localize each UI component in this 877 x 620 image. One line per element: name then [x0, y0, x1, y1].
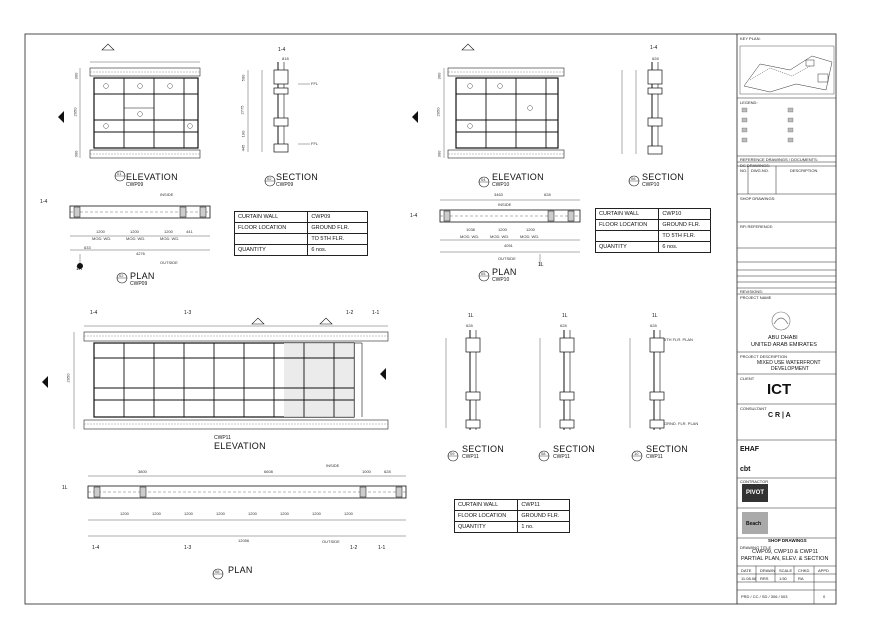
- cwp10-sec-width: 628: [652, 56, 659, 61]
- cwp09-mod-1: 1200: [96, 229, 105, 234]
- cwp11-section-c-title: SECTION: [646, 444, 689, 454]
- cwp10-schedule: [595, 208, 711, 253]
- top-ffl-label: 5TH FLR. PLAN: [664, 337, 693, 342]
- cwp10-plan-ref: CWP10: [492, 277, 510, 283]
- project-label: PROJECT NAME: [740, 295, 772, 300]
- cwp10-bot-dim: 300: [436, 150, 442, 158]
- sched-cell: CWP10: [659, 209, 711, 220]
- cwp09-elevation-title: ELEVATION: [126, 172, 178, 182]
- grid-tag-1l-b: 1L: [62, 485, 68, 491]
- cwp09-outside: OUTSIDE: [160, 260, 178, 265]
- meta-col-appd: APPD: [818, 568, 829, 573]
- cwp09-bot-dim: 300: [73, 150, 79, 158]
- contractor-label: CONTRACTOR: [740, 479, 769, 484]
- cwp09-height-dim: 2950: [72, 107, 78, 117]
- cwp10-height-dim: 2950: [435, 107, 441, 117]
- sched-cell: GROUND FLR.: [659, 220, 711, 231]
- cwp11-mod-7: 1200: [312, 511, 321, 516]
- mod-wd-d: MOD. WD.: [460, 234, 480, 239]
- mod-wd-c: MOD. WD.: [160, 236, 180, 241]
- cwp11-outside: OUTSIDE: [322, 539, 340, 544]
- legend-symbols: [742, 108, 793, 142]
- mod-wd-e: MOD. WD.: [490, 234, 510, 239]
- ffl-label-b: FFL: [311, 141, 319, 146]
- cwp10-top-dim: 300: [436, 72, 442, 80]
- sched-cell: CURTAIN WALL: [235, 212, 308, 223]
- shop-drawings-label: SHOP DRAWINGS:: [740, 196, 776, 201]
- sec-dim-4: 445: [240, 144, 246, 152]
- cwp11-plan-title: PLAN: [228, 565, 253, 575]
- cwp11-mod-5: 1200: [248, 511, 257, 516]
- cwp10-section: [622, 62, 662, 186]
- cwp11-sec-a-width: 628: [466, 323, 473, 328]
- sched-cell: QUANTITY: [455, 522, 518, 533]
- sched-cell: FLOOR LOCATION: [596, 220, 659, 231]
- cwp11-inside: INSIDE: [326, 463, 340, 468]
- revision-number: 0: [823, 594, 826, 599]
- cwp10-inside: INSIDE: [498, 202, 512, 207]
- cwp09-plan-title: PLAN: [130, 271, 155, 281]
- grid-tag-1l-a: 1L: [538, 262, 544, 268]
- cwp11-top-4: 628: [384, 469, 391, 474]
- consultant-logo: C R | A: [768, 412, 791, 419]
- cwp10-mod-1: 1038: [466, 227, 475, 232]
- cwp09-plan-left: 633: [84, 245, 91, 250]
- cwp09-top-dim: 300: [73, 72, 79, 80]
- cwp11-sec-b-num: 08: [541, 451, 546, 456]
- cwp11-elevation-title: ELEVATION: [214, 441, 266, 451]
- cwp11-section-a-title: SECTION: [462, 444, 505, 454]
- cwp10-plan-num: 05: [481, 271, 486, 276]
- cwp09-section-ref: CWP09: [276, 182, 294, 188]
- cwp10-section-title: SECTION: [642, 172, 685, 182]
- cwp11-section-a-ref: CWP11: [462, 454, 479, 460]
- grid-tag-1-4d: 1-4: [92, 545, 100, 551]
- cwp09-section-title: SECTION: [276, 172, 319, 182]
- cwp10-elevation-title: ELEVATION: [492, 172, 544, 182]
- cwp09-elevation-ref: CWP09: [126, 182, 144, 188]
- cwp11-top-1: 3800: [138, 469, 147, 474]
- sched-cell: 6 nos.: [308, 245, 368, 256]
- cwp11-top-2: 6608: [264, 469, 273, 474]
- grid-tag-1-2b: 1-2: [350, 545, 358, 551]
- legend-label: LEGEND:: [740, 100, 758, 105]
- cwp09-plan-ref: CWP09: [130, 281, 148, 287]
- cwp11-mod-1: 1200: [120, 511, 129, 516]
- cwp11-mod-6: 1200: [280, 511, 289, 516]
- cwp10-plan-total: 4051: [504, 243, 513, 248]
- sec-dim-2: 2775: [239, 105, 245, 115]
- cwp10-plan-right: 628: [544, 192, 551, 197]
- sched-cell: GROUND FLR.: [518, 511, 570, 522]
- location-line-1: ABU DHABI: [768, 335, 798, 341]
- cwp09-section-tag: 1-4: [278, 47, 286, 53]
- cwp11-section-b-ref: CWP11: [553, 454, 570, 460]
- ffl-label-a: FFL: [311, 81, 319, 86]
- cwp10-outside: OUTSIDE: [498, 256, 516, 261]
- gnd-ffl-label: GRND. FLR. PLAN: [664, 421, 699, 426]
- cwp11-mod-3: 1200: [184, 511, 193, 516]
- sched-cell: CWP11: [518, 500, 570, 511]
- grid-tag-1-4a: 1-4: [40, 199, 48, 205]
- cwp10-sec-num: 06: [631, 176, 636, 181]
- meta-col-drawn: DRAWN: [760, 568, 775, 573]
- cwp11-mod-2: 1200: [152, 511, 161, 516]
- drawing-title-1: CWP09, CWP10 & CWP11: [752, 549, 819, 555]
- meta-col-chkd: CHKD: [798, 568, 810, 573]
- cwp09-section: [248, 62, 310, 186]
- cwp09-schedule: [234, 211, 368, 256]
- cwp09-plan-num: 02: [119, 273, 124, 278]
- sched-cell: FLOOR LOCATION: [235, 223, 308, 234]
- marasy-logo: [772, 312, 790, 330]
- cwp09-plan-right: 441: [186, 229, 193, 234]
- rfi-label: RFI REFERENCE:: [740, 224, 774, 229]
- cwp10-mod-2: 1200: [498, 227, 507, 232]
- cwp11-mod-4: 1200: [216, 511, 225, 516]
- sched-cell: CURTAIN WALL: [596, 209, 659, 220]
- cwp11-plan: [88, 476, 406, 579]
- cwp11-section-b-title: SECTION: [553, 444, 596, 454]
- cwp11-mod-8: 1200: [344, 511, 353, 516]
- cwp11-top-3: 1000: [362, 469, 371, 474]
- cwp09-mod-2: 1200: [130, 229, 139, 234]
- dev-line-1: MIXED USE WATERFRONT: [757, 360, 821, 366]
- sheet-border: [25, 34, 836, 604]
- cwp09-sec-width: 818: [282, 56, 289, 61]
- drawing-title-label: DRAWING TITLE: [740, 545, 772, 550]
- cwp10-plan-top: 3463: [494, 192, 503, 197]
- sched-cell: QUANTITY: [596, 242, 659, 253]
- grid-tag-1-1: 1-1: [372, 310, 380, 316]
- meta-val-drawn: RRS: [760, 576, 769, 581]
- subcontractor-logo: Beach: [746, 521, 762, 527]
- cwp09-inside: INSIDE: [160, 192, 174, 197]
- cwp11-schedule: [454, 499, 570, 533]
- dc-drawings-label: DC DRAWINGS:: [740, 163, 770, 168]
- contractor-logo: PIVOT: [746, 490, 765, 496]
- sec-dim-3: 190: [240, 130, 246, 138]
- sched-cell: CURTAIN WALL: [455, 500, 518, 511]
- cwp09-mod-3: 1200: [164, 229, 173, 234]
- cwp11-sec-b-width: 628: [560, 323, 567, 328]
- consultant-label: CONSULTANT: [740, 406, 767, 411]
- meta-val-chkd: RA: [798, 576, 804, 581]
- ref-drawings-label: REFERENCE DRAWINGS / DOCUMENTS:: [740, 157, 818, 162]
- cwp10-section-ref: CWP10: [642, 182, 660, 188]
- drawing-number: PRD / CC / SD / 306 / 003: [741, 594, 788, 599]
- cwp10-elevation-ref: CWP10: [492, 182, 510, 188]
- grid-tag-1l-c: 1L: [468, 313, 474, 319]
- sched-cell: [596, 231, 659, 242]
- grid-tag-1l-d: 1L: [562, 313, 568, 319]
- cwp09-elevation: [58, 44, 200, 181]
- sec-dim-1: 500: [240, 74, 246, 82]
- dev-line-2: DEVELOPMENT: [771, 366, 809, 372]
- cwp11-sec-a-num: 09: [450, 451, 455, 456]
- cwp09-sec-num: 02: [267, 176, 272, 181]
- cwp11-elevation-ref: CWP11: [214, 435, 231, 441]
- cwp11-section-c: [630, 330, 664, 461]
- meta-val-date: 11.08.08: [741, 576, 757, 581]
- meta-col-scale: SCALE: [779, 568, 793, 573]
- sched-cell: 1 no.: [518, 522, 570, 533]
- cwp11-plan-total: 12056: [238, 538, 250, 543]
- sched-cell: [235, 234, 308, 245]
- cwp11-section-c-ref: CWP11: [646, 454, 663, 460]
- ref-col-dwg: DWG.NO.: [751, 168, 769, 173]
- cwp10-elev-num: 04: [481, 177, 486, 182]
- cwp11-elevation: [42, 318, 388, 429]
- grid-tag-1-4b: 1-4: [410, 213, 418, 219]
- design-logo: cbt: [740, 466, 751, 473]
- grid-tag-1l-e: 1L: [652, 313, 658, 319]
- drawing-title-2: PARTIAL PLAN, ELEV. & SECTION: [741, 556, 829, 562]
- grid-tag-1-3: 1-3: [184, 310, 192, 316]
- main-consultant-logo: EHAF: [740, 446, 760, 453]
- cwp11-plan-num: 08: [215, 569, 220, 574]
- sched-cell: TO 5TH FLR.: [308, 234, 368, 245]
- sched-cell: QUANTITY: [235, 245, 308, 256]
- grid-tag-1-3b: 1-3: [184, 545, 192, 551]
- sched-cell: CWP09: [308, 212, 368, 223]
- mod-wd-b: MOD. WD.: [126, 236, 146, 241]
- cwp09-plan-total: 4276: [136, 251, 145, 256]
- grid-tag-1-1b: 1-1: [378, 545, 386, 551]
- meta-col-date: DATE: [741, 568, 752, 573]
- sched-cell: GROUND FLR.: [308, 223, 368, 234]
- revisions-label: REVISIONS:: [740, 289, 763, 294]
- cwp11-section-a: [446, 330, 480, 461]
- sched-cell: FLOOR LOCATION: [455, 511, 518, 522]
- sched-cell: 6 nos.: [659, 242, 711, 253]
- ref-col-no: NO.: [740, 168, 748, 173]
- cwp11-section-b: [539, 330, 574, 461]
- grid-tag-1-2: 1-2: [346, 310, 354, 316]
- location-line-2: UNITED ARAB EMIRATES: [751, 342, 817, 348]
- grid-tag-1-4c: 1-4: [90, 310, 98, 316]
- mod-wd-f: MOD. WD.: [520, 234, 540, 239]
- cwp11-sec-c-width: 628: [650, 323, 657, 328]
- client-logo: ICT: [767, 381, 792, 398]
- cwp10-section-tag: 1-4: [650, 45, 658, 51]
- cwp10-plan-title: PLAN: [492, 267, 517, 277]
- mod-wd-a: MOD. WD.: [92, 236, 112, 241]
- key-plan-sketch: [744, 56, 832, 92]
- grid-tag-1k: 1K: [76, 266, 83, 272]
- sched-cell: TO 5TH FLR.: [659, 231, 711, 242]
- meta-val-scale: 1:50: [779, 576, 787, 581]
- cwp10-mod-3: 1200: [526, 227, 535, 232]
- cwp09-elev-num: 01: [117, 171, 122, 176]
- cwp11-height-dim: 2950: [65, 373, 71, 383]
- cwp11-sec-c-num: 10: [634, 451, 639, 456]
- client-label: CLIENT: [740, 376, 755, 381]
- project-desc-label: PROJECT DESCRIPTION: [740, 354, 788, 359]
- ref-col-desc: DESCRIPTION: [790, 168, 818, 173]
- shop-drawing-tag: SHOP DRAWINGS: [768, 538, 807, 543]
- key-plan-label: KEY PLAN:: [740, 36, 761, 41]
